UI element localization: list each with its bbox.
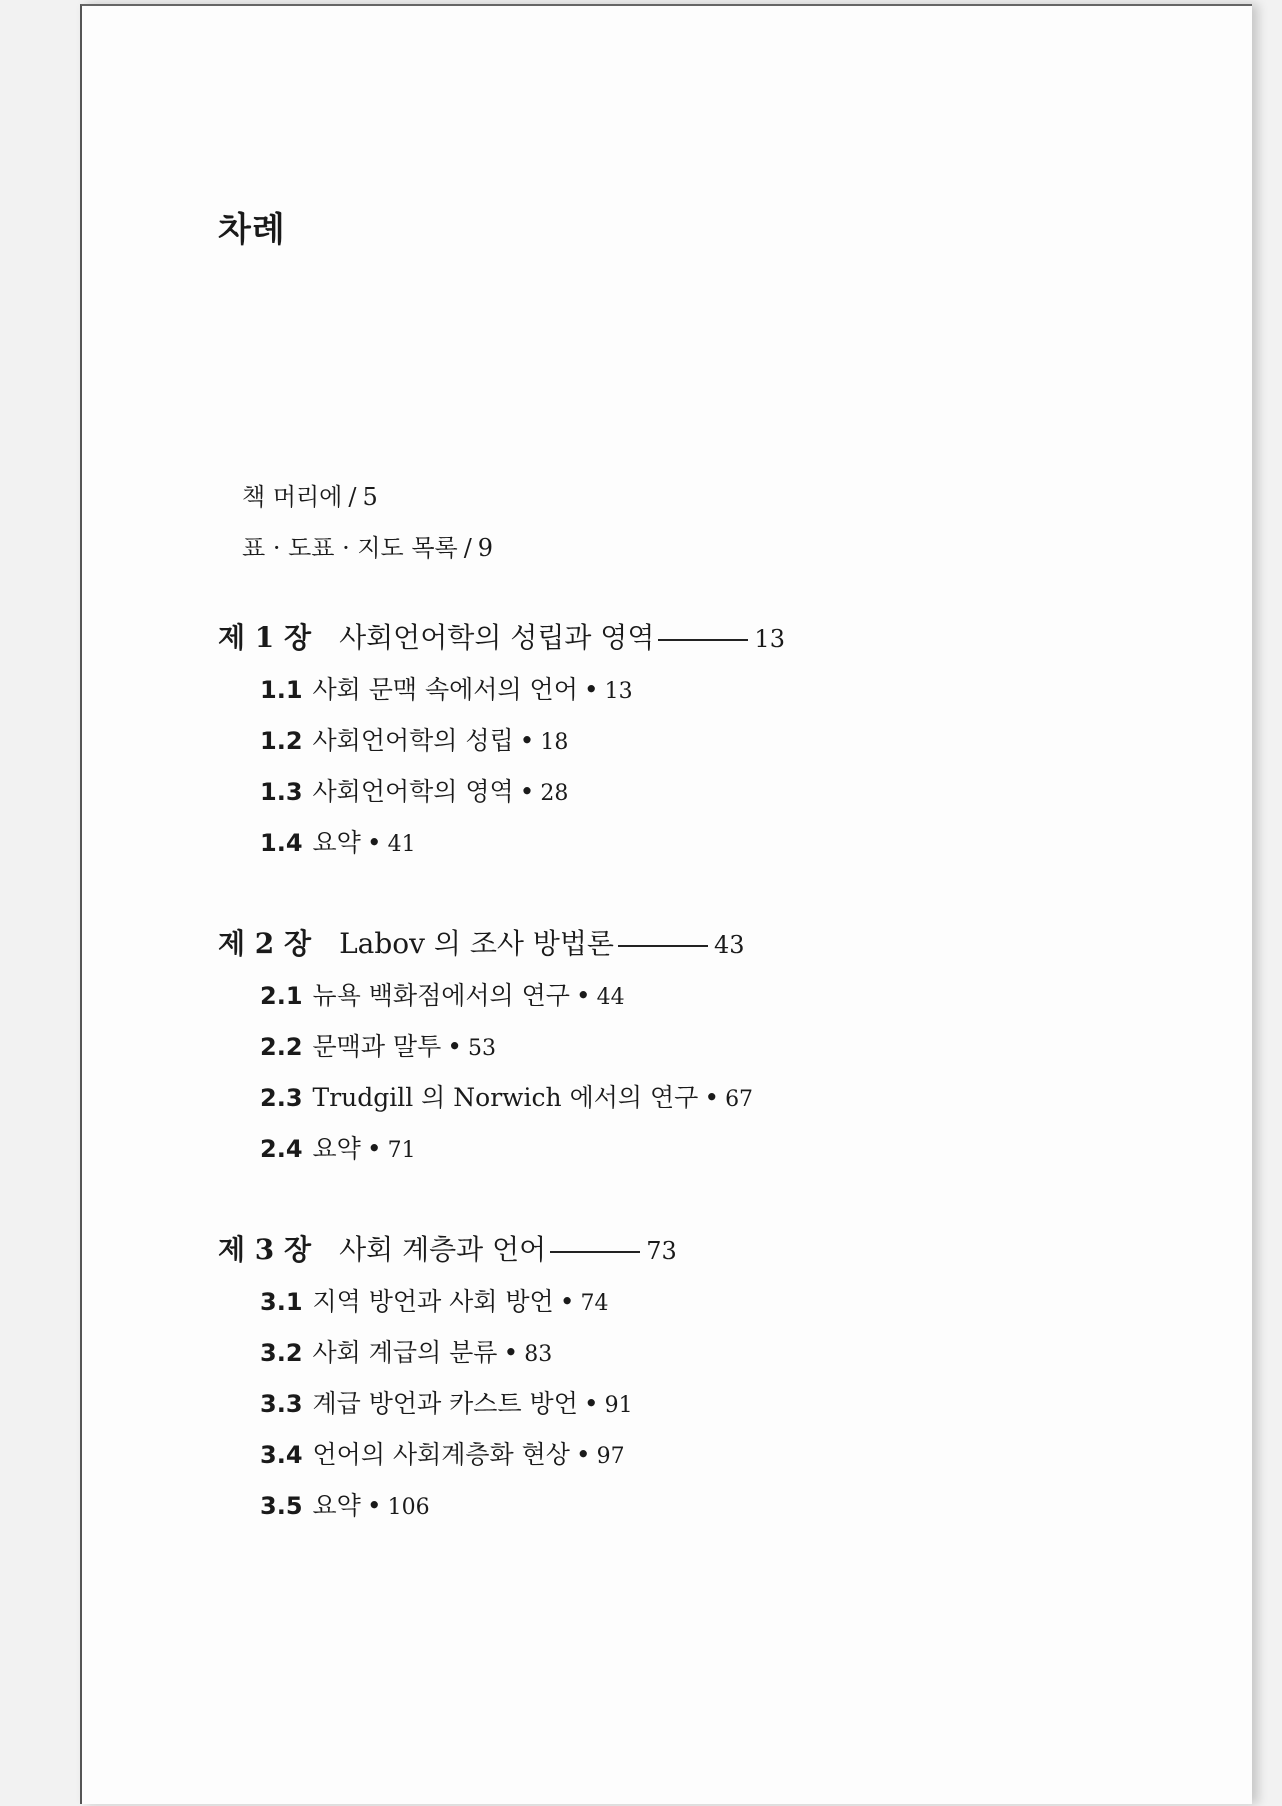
chapter-page: 43: [713, 931, 745, 959]
section-bullet: •: [503, 1338, 519, 1367]
section-entry: [260, 766, 785, 817]
section-bullet: •: [575, 1440, 591, 1469]
section-page: 18: [540, 730, 569, 755]
leader-dash: [658, 639, 748, 641]
section-entry: [260, 1072, 753, 1123]
section-title: 사회언어학의 영역: [312, 777, 514, 806]
section-entry: [260, 1123, 753, 1174]
section-bullet: •: [519, 777, 535, 806]
section-number: 1.1: [260, 676, 303, 704]
section-title: 뉴욕 백화점에서의 연구: [312, 981, 570, 1010]
front-matter-page: 5: [362, 483, 378, 511]
front-matter-list: [242, 472, 493, 574]
front-matter-item: [242, 523, 493, 574]
section-bullet: •: [575, 981, 591, 1010]
chapter-title: Labov 의 조사 방법론: [339, 927, 614, 960]
chapter-3: [218, 1224, 677, 1531]
section-title: 사회 계급의 분류: [312, 1338, 498, 1367]
chapter-1: [218, 612, 785, 868]
section-page: 97: [596, 1444, 625, 1469]
front-matter-page: 9: [477, 534, 494, 562]
section-entry: [260, 970, 753, 1021]
page-title: 차례: [218, 210, 286, 250]
section-title: Trudgill 의 Norwich 에서의 연구: [312, 1083, 699, 1112]
section-page: 41: [387, 832, 416, 857]
chapter-title: 사회 계층과 언어: [339, 1233, 547, 1266]
section-bullet: •: [519, 726, 535, 755]
section-number: 2.3: [260, 1084, 303, 1112]
section-entry: [260, 817, 785, 868]
chapter-heading: [218, 918, 753, 970]
chapter-heading: [218, 612, 785, 664]
section-entry: [260, 1480, 677, 1531]
section-entry: [260, 1378, 677, 1429]
section-entry: [260, 1429, 677, 1480]
section-bullet: •: [704, 1083, 720, 1112]
section-number: 2.2: [260, 1033, 303, 1061]
section-number: 1.2: [260, 727, 303, 755]
document-page: [80, 4, 1252, 1804]
section-page: 91: [604, 1393, 633, 1418]
section-entry: [260, 715, 785, 766]
section-number: 1.4: [260, 829, 303, 857]
section-number: 1.3: [260, 778, 303, 806]
section-number: 3.3: [260, 1390, 303, 1418]
chapter-title: 사회언어학의 성립과 영역: [339, 621, 655, 654]
section-number: 2.4: [260, 1135, 303, 1163]
section-entry: [260, 1021, 753, 1072]
front-matter-separator: /: [463, 534, 472, 562]
section-page: 74: [580, 1291, 609, 1316]
section-entry: [260, 1327, 677, 1378]
front-matter-separator: /: [348, 483, 357, 511]
front-matter-label: 책 머리에: [242, 483, 343, 511]
chapter-page: 73: [646, 1237, 677, 1265]
section-bullet: •: [447, 1032, 462, 1061]
leader-dash: [618, 945, 708, 947]
section-bullet: •: [366, 828, 382, 857]
section-page: 13: [604, 679, 633, 704]
section-title: 사회 문맥 속에서의 언어: [312, 675, 578, 704]
section-bullet: •: [583, 1389, 599, 1418]
front-matter-item: [242, 472, 493, 523]
chapter-heading: [218, 1224, 677, 1276]
chapter-number: 제 3 장: [218, 1233, 312, 1266]
section-title: 언어의 사회계층화 현상: [312, 1440, 570, 1469]
section-bullet: •: [583, 675, 599, 704]
section-page: 53: [467, 1036, 496, 1061]
section-title: 요약: [312, 1134, 361, 1163]
section-bullet: •: [366, 1134, 382, 1163]
section-number: 3.2: [260, 1339, 303, 1367]
leader-dash: [550, 1251, 640, 1253]
section-page: 28: [540, 781, 569, 806]
section-title: 계급 방언과 카스트 방언: [312, 1389, 578, 1418]
section-bullet: •: [559, 1287, 575, 1316]
section-title: 요약: [312, 828, 361, 857]
section-number: 3.1: [260, 1288, 303, 1316]
chapter-page: 13: [754, 625, 785, 653]
section-title: 지역 방언과 사회 방언: [312, 1287, 554, 1316]
section-title: 사회언어학의 성립: [312, 726, 514, 755]
section-number: 3.4: [260, 1441, 303, 1469]
chapter-2: [218, 918, 753, 1174]
chapter-number: 제 1 장: [218, 621, 312, 654]
front-matter-label: 표 · 도표 · 지도 목록: [242, 534, 458, 562]
section-entry: [260, 664, 785, 715]
section-title: 요약: [312, 1491, 361, 1520]
section-bullet: •: [366, 1491, 382, 1520]
section-page: 71: [387, 1138, 416, 1163]
section-number: 3.5: [260, 1492, 303, 1520]
chapter-number: 제 2 장: [218, 927, 312, 960]
section-page: 106: [387, 1495, 430, 1520]
section-number: 2.1: [260, 982, 303, 1010]
section-page: 44: [596, 985, 625, 1010]
section-page: 83: [524, 1342, 553, 1367]
section-page: 67: [725, 1087, 754, 1112]
section-entry: [260, 1276, 677, 1327]
section-title: 문맥과 말투: [312, 1032, 442, 1061]
